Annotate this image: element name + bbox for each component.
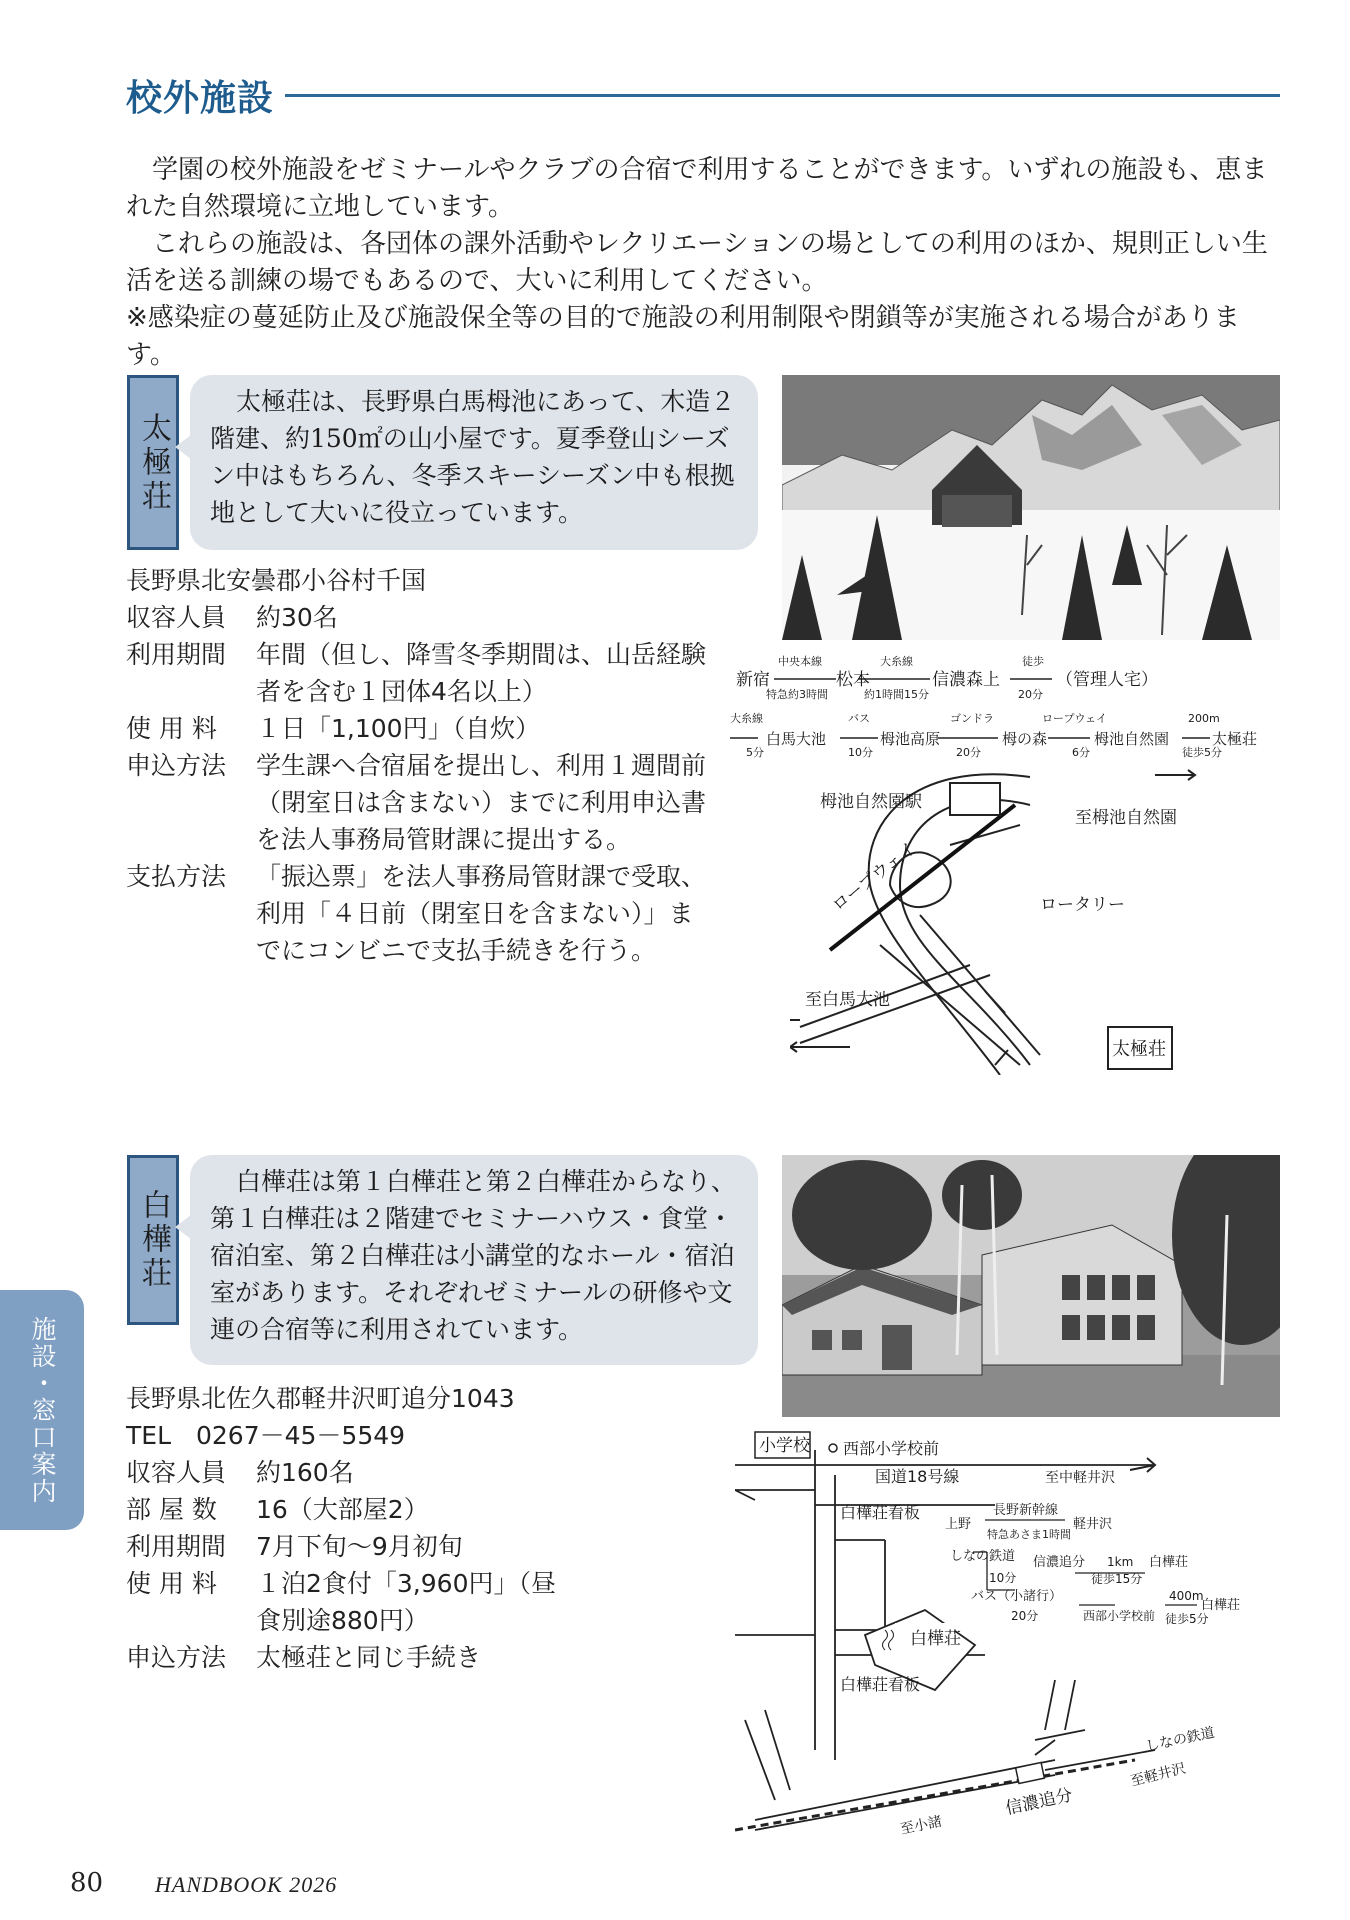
- title-rule: [285, 94, 1280, 97]
- row-label: 利用期間: [126, 1532, 227, 1561]
- row-value: 7月下旬〜9月初旬: [256, 1532, 463, 1561]
- taikyoku-row-period: [126, 636, 716, 710]
- row-label: 利用期間: [126, 640, 227, 669]
- map-sign2: 白樺荘看板: [840, 1675, 921, 1694]
- intro-text: [126, 152, 1286, 374]
- route-kanrinin: （管理人宅）: [1056, 670, 1158, 690]
- route-time1: 特急約3時間: [766, 688, 828, 701]
- handbook-label: HANDBOOK 2026: [155, 1872, 338, 1897]
- map-to-naka: 至中軽井沢: [1045, 1470, 1115, 1486]
- map-rotary: ロータリー: [1040, 895, 1125, 915]
- row-label: 収容人員: [126, 603, 227, 632]
- route-time5: 10分: [848, 746, 873, 759]
- row-label: 支払方法: [126, 862, 227, 891]
- shirakaba-tel: TEL 0267－45－5549: [126, 1421, 406, 1450]
- map-rail-label: しなの鉄道: [1144, 1724, 1216, 1756]
- intro-paragraph-2: これらの施設は、各団体の課外活動やレクリエーションの場としての利用のほか、規則正しい生活を送る訓練の場でもあるので、大いに利用してください。: [126, 229, 1268, 296]
- map-to-komoro: 至小諸: [898, 1813, 944, 1838]
- taikyoku-photo: [782, 375, 1280, 640]
- map-karuizawa: 軽井沢: [1073, 1517, 1113, 1532]
- shirakaba-address: 長野県北佐久郡軽井沢町追分1043: [126, 1384, 515, 1413]
- shirakaba-row-capacity: [126, 1454, 716, 1491]
- row-label: 使 用 料: [126, 714, 217, 743]
- map-oiwake: 信濃追分: [1033, 1555, 1086, 1570]
- route-walk1: 徒歩: [1022, 655, 1044, 668]
- route-gondola: ゴンドラ: [950, 712, 994, 725]
- route-time2: 約1時間15分: [864, 688, 929, 701]
- route-bus: バス: [848, 712, 870, 725]
- route-matsumoto: 松本: [836, 670, 870, 690]
- map-ueno: 上野: [945, 1517, 972, 1532]
- shirakaba-row-fee: [126, 1565, 716, 1639]
- map-school: 小学校: [759, 1436, 810, 1456]
- route-tsugaike-shizenen: 栂池自然園: [1094, 730, 1170, 748]
- row-label: 申込方法: [126, 1643, 227, 1672]
- row-value: 16（大部屋2）: [256, 1495, 429, 1524]
- taikyoku-photo-image: [782, 375, 1280, 640]
- route-tsuga-no-mori: 栂の森: [1002, 730, 1048, 748]
- map-lodge: 白樺荘: [910, 1629, 961, 1649]
- map-lodge: 太極荘: [1112, 1039, 1166, 1060]
- map-sign1: 白樺荘看板: [840, 1503, 921, 1522]
- shirakaba-row-application: [126, 1639, 716, 1676]
- route-dist: 200m: [1188, 712, 1220, 725]
- taikyoku-row-capacity: [126, 599, 716, 636]
- shirakaba-info: [126, 1380, 716, 1676]
- row-value: １泊2食付「3,960円」（昼食別途880円）: [256, 1569, 556, 1635]
- route-time3: 20分: [1018, 688, 1043, 701]
- page-number: 80: [70, 1868, 104, 1898]
- route-line1: 中央本線: [778, 655, 822, 668]
- taikyoku-route-diagram: [730, 650, 1290, 760]
- map-route18: 国道18号線: [875, 1467, 960, 1486]
- map-km1: 1km: [1107, 1555, 1134, 1569]
- taikyoku-tag: 太極荘: [127, 375, 179, 550]
- intro-note: ※感染症の蔓延防止及び施設保全等の目的で施設の利用制限や閉鎖等が実施される場合があります。: [126, 303, 1240, 370]
- map-t20: 20分: [1011, 1609, 1039, 1623]
- row-label: 使 用 料: [126, 1569, 217, 1598]
- row-value: 約160名: [256, 1458, 354, 1487]
- route-time7: 6分: [1072, 746, 1090, 759]
- row-label: 収容人員: [126, 1458, 227, 1487]
- row-value: 「振込票」を法人事務局管財課で受取、利用「４日前（閉室日を含まない）」までにコンビニで支払手続きを行う。: [256, 862, 707, 965]
- shirakaba-area-map: [735, 1430, 1285, 1840]
- map-ropeway: ロープウェイ: [828, 838, 921, 916]
- route-line3: 大糸線: [730, 712, 763, 725]
- map-shinano-rail: しなの鉄道: [950, 1549, 1016, 1564]
- map-to-shizenen: 至栂池自然園: [1075, 808, 1177, 828]
- shirakaba-row-period: [126, 1528, 716, 1565]
- route-shinano-moriue: 信濃森上: [932, 670, 1000, 690]
- route-dest: 太極荘: [1212, 730, 1258, 748]
- route-walk2: 徒歩5分: [1182, 746, 1222, 759]
- route-time4: 5分: [746, 746, 764, 759]
- row-value: 学生課へ合宿届を提出し、利用１週間前（閉室日は含まない）までに利用申込書を法人事務局管財課に提出する。: [256, 751, 707, 854]
- map-to-oike: 至白馬大池: [805, 990, 890, 1010]
- taikyoku-row-application: [126, 747, 716, 858]
- route-line2: 大糸線: [880, 655, 913, 668]
- row-value: 年間（但し、降雪冬季期間は、山岳経験者を含む１団体4名以上）: [256, 640, 707, 706]
- map-asama: 特急あさま1時間: [987, 1528, 1071, 1541]
- section-side-tab: 施設・窓口案内: [0, 1290, 84, 1530]
- map-station: 栂池自然園駅: [820, 792, 922, 812]
- map-m400: 400m: [1169, 1589, 1204, 1603]
- route-time6: 20分: [956, 746, 981, 759]
- map-school-stop: 西部小学校前: [843, 1439, 940, 1458]
- shirakaba-row-rooms: [126, 1491, 716, 1528]
- taikyoku-address: 長野県北安曇郡小谷村千国: [126, 566, 427, 595]
- shirakaba-photo-image: [782, 1155, 1280, 1417]
- shirakaba-photo: [782, 1155, 1280, 1417]
- taikyoku-description: 太極荘は、長野県白馬栂池にあって、木造２階建、約150㎡の山小屋です。夏季登山シーズン中はもちろん、冬季スキーシーズン中も根拠地として大いに役立っています。: [190, 375, 758, 550]
- route-shinjuku: 新宿: [736, 670, 770, 690]
- route-hakuba-oike: 白馬大池: [766, 730, 827, 748]
- taikyoku-row-fee: [126, 710, 716, 747]
- map-to-karuizawa: 至軽井沢: [1129, 1760, 1188, 1790]
- map-shirakaba2: 白樺荘: [1201, 1598, 1241, 1613]
- row-value: 約30名: [256, 603, 338, 632]
- shirakaba-tag: 白樺荘: [127, 1155, 179, 1325]
- map-seibu: 西部小学校前: [1083, 1609, 1156, 1623]
- map-shirakaba1: 白樺荘: [1149, 1555, 1189, 1570]
- taikyoku-info: [126, 562, 716, 969]
- route-ropeway: ロープウェイ: [1042, 712, 1108, 725]
- page-title: 校外施設: [126, 78, 275, 119]
- map-t10: 10分: [989, 1571, 1017, 1585]
- row-label: 申込方法: [126, 751, 227, 780]
- taikyoku-row-payment: [126, 858, 716, 969]
- taikyoku-area-map: [790, 765, 1210, 1075]
- route-tsugaike-kogen: 栂池高原: [880, 730, 941, 748]
- map-walk5: 徒歩5分: [1165, 1612, 1209, 1626]
- map-walk15: 徒歩15分: [1091, 1572, 1143, 1586]
- row-value: １日「1,100円」（自炊）: [256, 714, 541, 743]
- row-label: 部 屋 数: [126, 1495, 217, 1524]
- row-value: 太極荘と同じ手続き: [256, 1643, 482, 1672]
- map-shinkansen: 長野新幹線: [993, 1503, 1059, 1518]
- map-bus-komoro: バス（小諸行）: [971, 1589, 1063, 1604]
- intro-paragraph-1: 学園の校外施設をゼミナールやクラブの合宿で利用することができます。いずれの施設も、恵まれた自然環境に立地しています。: [126, 155, 1268, 222]
- map-station: 信濃追分: [1003, 1785, 1075, 1819]
- shirakaba-description: 白樺荘は第１白樺荘と第２白樺荘からなり、第１白樺荘は２階建でセミナーハウス・食堂・宿泊室、第２白樺荘は小講堂的なホール・宿泊室があります。それぞれゼミナールの研修や文連の合宿等に利用されています。: [190, 1155, 758, 1365]
